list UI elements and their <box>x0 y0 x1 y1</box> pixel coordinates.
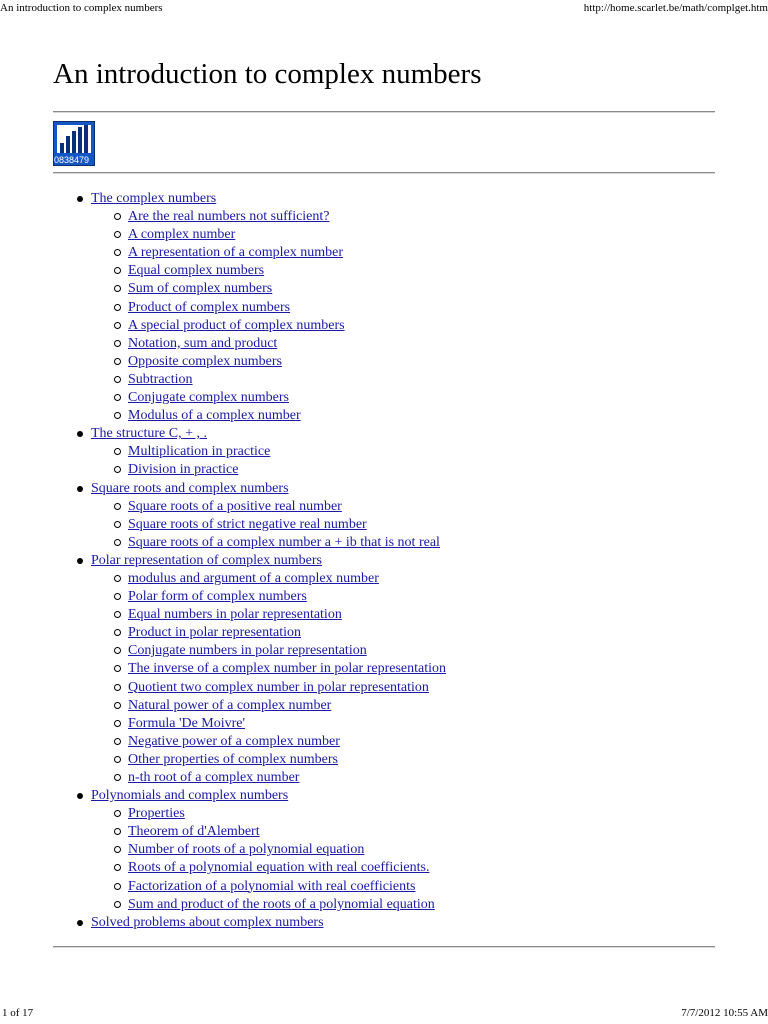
toc-item-link[interactable]: A special product of complex numbers <box>128 317 345 333</box>
print-header-title: An introduction to complex numbers <box>0 2 163 14</box>
toc-section <box>0 425 446 443</box>
toc-item-link[interactable]: A complex number <box>128 227 236 243</box>
toc-item-link[interactable]: Roots of a polynomial equation with real coefficients. <box>128 860 430 876</box>
toc-item-link[interactable]: Equal complex numbers <box>128 263 265 279</box>
counter-value: 0838479 <box>54 155 90 165</box>
toc-item <box>0 244 446 262</box>
toc-item <box>0 679 446 697</box>
toc-item-link[interactable]: Square roots of a positive real number <box>128 498 342 514</box>
toc-section <box>0 552 446 570</box>
toc-item <box>0 498 446 516</box>
print-datetime: 7/7/2012 10:55 AM <box>681 1007 768 1019</box>
toc-item <box>0 805 446 823</box>
toc-item-link[interactable]: Polar form of complex numbers <box>128 589 307 605</box>
toc-item-link[interactable]: Sum of complex numbers <box>128 281 273 297</box>
toc-item-link[interactable]: modulus and argument of a complex number <box>128 570 379 586</box>
toc-item-link[interactable]: Product of complex numbers <box>128 299 291 315</box>
toc-section-link[interactable]: Polynomials and complex numbers <box>91 788 289 804</box>
hit-counter-icon[interactable] <box>53 121 95 166</box>
toc-section-link[interactable]: The structure C, + , . <box>91 426 207 442</box>
toc-item <box>0 570 446 588</box>
toc-section <box>0 480 446 498</box>
toc-item-link[interactable]: Other properties of complex numbers <box>128 751 338 767</box>
toc-item-link[interactable]: Conjugate complex numbers <box>128 390 289 406</box>
toc-section <box>0 190 446 208</box>
toc-item-link[interactable]: Sum and product of the roots of a polynomial equation <box>128 896 435 912</box>
toc-section-link[interactable]: Solved problems about complex numbers <box>91 914 324 930</box>
toc-item-link[interactable]: Natural power of a complex number <box>128 697 332 713</box>
toc-item <box>0 317 446 335</box>
toc-item <box>0 697 446 715</box>
toc-item-link[interactable]: Multiplication in practice <box>128 444 271 460</box>
toc-item <box>0 461 446 479</box>
toc-item-link[interactable]: Product in polar representation <box>128 625 302 641</box>
toc-item <box>0 516 446 534</box>
page-title: An introduction to complex numbers <box>53 58 482 90</box>
toc-item <box>0 896 446 914</box>
toc-item <box>0 262 446 280</box>
toc-item-link[interactable]: Division in practice <box>128 462 239 478</box>
toc-item-link[interactable]: Opposite complex numbers <box>128 353 282 369</box>
toc-section-link[interactable]: Polar representation of complex numbers <box>91 552 322 568</box>
toc-item-link[interactable]: n-th root of a complex number <box>128 770 300 785</box>
toc-item <box>0 624 446 642</box>
toc-item-link[interactable]: The inverse of a complex number in polar representation <box>128 661 446 677</box>
toc-item-link[interactable]: Notation, sum and product <box>128 335 278 351</box>
toc-item <box>0 226 446 244</box>
toc-item-link[interactable]: Formula 'De Moivre' <box>128 715 246 731</box>
toc-item-link[interactable]: Square roots of strict negative real number <box>128 516 367 532</box>
toc-item <box>0 715 446 733</box>
toc-item-link[interactable]: Equal numbers in polar representation <box>128 607 342 623</box>
toc-section-link[interactable]: The complex numbers <box>91 191 217 206</box>
toc-item <box>0 280 446 298</box>
divider-top <box>53 111 715 113</box>
toc-item <box>0 660 446 678</box>
toc-item <box>0 407 446 425</box>
toc-item <box>0 299 446 317</box>
toc-item <box>0 733 446 751</box>
toc-item-link[interactable]: Factorization of a polynomial with real coefficients <box>128 878 416 894</box>
toc-item-link[interactable]: Conjugate numbers in polar representation <box>128 643 367 659</box>
toc-item-link[interactable]: Properties <box>128 806 185 822</box>
toc-item-link[interactable]: Square roots of a complex number a + ib that is not real <box>128 534 440 550</box>
toc-item-link[interactable]: Modulus of a complex number <box>128 408 301 424</box>
toc-item-link[interactable]: Theorem of d'Alembert <box>128 824 260 840</box>
counter-graph <box>57 125 91 153</box>
toc-item <box>0 642 446 660</box>
toc-section-link[interactable]: Square roots and complex numbers <box>91 480 289 496</box>
print-header <box>0 0 768 16</box>
toc-item-link[interactable]: Number of roots of a polynomial equation <box>128 842 365 858</box>
page-number: 1 of 17 <box>2 1007 34 1019</box>
toc-item <box>0 841 446 859</box>
toc-item <box>0 878 446 896</box>
toc-item-link[interactable]: Subtraction <box>128 371 193 387</box>
toc-item <box>0 208 446 226</box>
toc-item <box>0 353 446 371</box>
toc-section <box>0 787 446 805</box>
toc-item <box>0 534 446 552</box>
toc-item <box>0 389 446 407</box>
toc-item <box>0 859 446 877</box>
print-header-url: http://home.scarlet.be/math/complget.htm <box>583 2 768 14</box>
print-footer <box>0 1005 768 1021</box>
toc-item-link[interactable]: Negative power of a complex number <box>128 733 340 749</box>
toc-item <box>0 751 446 769</box>
toc-section <box>0 914 446 932</box>
toc-item <box>0 443 446 461</box>
divider-middle <box>53 172 715 174</box>
toc-item <box>0 606 446 624</box>
toc-item <box>0 769 446 787</box>
toc-item <box>0 588 446 606</box>
toc-item <box>0 371 446 389</box>
toc-item-link[interactable]: Quotient two complex number in polar representation <box>128 679 429 695</box>
toc-item-link[interactable]: Are the real numbers not sufficient? <box>128 209 330 225</box>
toc-item-link[interactable]: A representation of a complex number <box>128 245 343 261</box>
divider-bottom <box>53 946 715 948</box>
toc-item <box>0 823 446 841</box>
toc-item <box>0 335 446 353</box>
table-of-contents <box>0 190 446 932</box>
